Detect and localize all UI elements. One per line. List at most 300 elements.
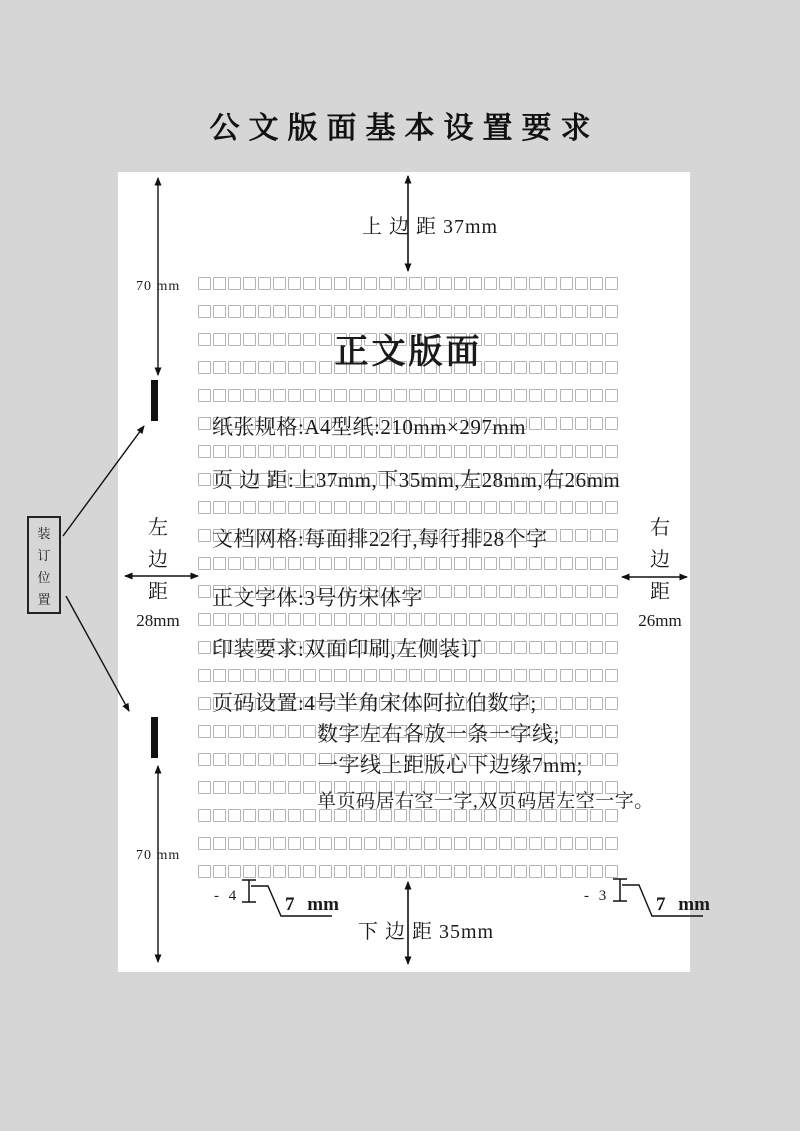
spec-line-7: 数字左右各放一条一字线;	[317, 722, 560, 746]
grid-row	[198, 389, 618, 403]
grid-cell	[529, 865, 542, 878]
grid-cell	[273, 557, 286, 570]
grid-cell	[560, 389, 573, 402]
grid-cell	[273, 865, 286, 878]
grid-cell	[590, 725, 603, 738]
page-number-odd: - 3	[584, 888, 607, 904]
grid-cell	[529, 389, 542, 402]
grid-cell	[514, 277, 527, 290]
grid-cell	[334, 837, 347, 850]
grid-cell	[349, 669, 362, 682]
grid-cell	[198, 445, 211, 458]
grid-cell	[258, 277, 271, 290]
grid-cell	[575, 669, 588, 682]
grid-cell	[288, 865, 301, 878]
grid-cell	[243, 277, 256, 290]
spec-line-2: 页 边 距:上37mm,下35mm,左28mm,右26mm	[212, 468, 621, 492]
grid-cell	[288, 389, 301, 402]
grid-cell	[258, 445, 271, 458]
right-margin-char: 右	[650, 517, 670, 539]
grid-cell	[334, 613, 347, 626]
grid-cell	[454, 557, 467, 570]
grid-cell	[590, 613, 603, 626]
grid-cell	[394, 669, 407, 682]
grid-cell	[409, 557, 422, 570]
grid-cell	[454, 277, 467, 290]
left-margin-label	[136, 512, 180, 632]
grid-cell	[228, 809, 241, 822]
grid-cell	[228, 445, 241, 458]
grid-cell	[575, 725, 588, 738]
grid-cell	[198, 725, 211, 738]
grid-cell	[349, 445, 362, 458]
grid-cell	[605, 753, 618, 766]
grid-cell	[198, 837, 211, 850]
grid-row	[198, 277, 618, 291]
grid-cell	[243, 781, 256, 794]
left-margin-char: 距	[148, 581, 168, 603]
grid-cell	[499, 557, 512, 570]
grid-cell	[469, 865, 482, 878]
grid-cell	[424, 837, 437, 850]
grid-cell	[258, 613, 271, 626]
grid-cell	[273, 305, 286, 318]
grid-cell	[575, 501, 588, 514]
grid-cell	[258, 305, 271, 318]
grid-cell	[288, 781, 301, 794]
grid-cell	[213, 865, 226, 878]
grid-cell	[288, 557, 301, 570]
grid-cell	[349, 865, 362, 878]
grid-cell	[334, 277, 347, 290]
grid-cell	[605, 277, 618, 290]
grid-cell	[273, 277, 286, 290]
grid-cell	[198, 697, 211, 710]
grid-cell	[439, 389, 452, 402]
grid-cell	[590, 557, 603, 570]
grid-cell	[590, 585, 603, 598]
grid-cell	[514, 305, 527, 318]
right-margin-value: 26mm	[638, 611, 682, 630]
grid-cell	[379, 865, 392, 878]
spec-line-1: 纸张规格:A4型纸:210mm×297mm	[212, 415, 527, 439]
grid-cell	[544, 501, 557, 514]
grid-cell	[243, 557, 256, 570]
grid-cell	[228, 781, 241, 794]
grid-cell	[409, 613, 422, 626]
grid-cell	[319, 501, 332, 514]
grid-cell	[243, 501, 256, 514]
right-margin-char: 距	[650, 581, 670, 603]
grid-cell	[529, 837, 542, 850]
grid-cell	[364, 557, 377, 570]
grid-cell	[514, 613, 527, 626]
grid-cell	[499, 641, 512, 654]
grid-cell	[560, 725, 573, 738]
grid-cell	[560, 305, 573, 318]
grid-cell	[544, 697, 557, 710]
grid-cell	[439, 865, 452, 878]
grid-cell	[439, 501, 452, 514]
grid-cell	[605, 305, 618, 318]
grid-cell	[529, 277, 542, 290]
grid-cell	[198, 529, 211, 542]
grid-cell	[454, 837, 467, 850]
spec-line-8: 一字线上距版心下边缘7mm;	[317, 753, 584, 777]
grid-cell	[228, 613, 241, 626]
grid-cell	[590, 837, 603, 850]
left-margin-char: 边	[148, 549, 168, 571]
spec-line-4: 正文字体:3号仿宋体字	[212, 586, 423, 610]
grid-cell	[303, 753, 316, 766]
grid-cell	[605, 725, 618, 738]
grid-cell	[514, 837, 527, 850]
grid-cell	[529, 669, 542, 682]
grid-cell	[394, 277, 407, 290]
grid-cell	[198, 809, 211, 822]
grid-cell	[469, 389, 482, 402]
grid-cell	[454, 305, 467, 318]
grid-cell	[288, 305, 301, 318]
grid-cell	[273, 781, 286, 794]
grid-cell	[499, 277, 512, 290]
grid-cell	[469, 557, 482, 570]
grid-cell	[469, 277, 482, 290]
grid-cell	[379, 613, 392, 626]
grid-cell	[213, 725, 226, 738]
grid-cell	[605, 445, 618, 458]
grid-cell	[198, 865, 211, 878]
grid-cell	[605, 613, 618, 626]
grid-cell	[364, 501, 377, 514]
grid-cell	[319, 277, 332, 290]
grid-cell	[575, 417, 588, 430]
grid-cell	[198, 585, 211, 598]
grid-cell	[424, 669, 437, 682]
grid-cell	[334, 305, 347, 318]
grid-cell	[454, 613, 467, 626]
grid-cell	[544, 585, 557, 598]
grid-cell	[258, 781, 271, 794]
grid-cell	[349, 501, 362, 514]
grid-cell	[590, 753, 603, 766]
grid-cell	[213, 837, 226, 850]
binding-box-char: 位	[37, 570, 51, 585]
grid-cell	[334, 557, 347, 570]
page-number-even: - 4	[214, 888, 237, 904]
grid-cell	[198, 753, 211, 766]
grid-cell	[258, 389, 271, 402]
grid-cell	[439, 277, 452, 290]
grid-cell	[499, 501, 512, 514]
grid-cell	[469, 613, 482, 626]
grid-cell	[544, 417, 557, 430]
grid-cell	[364, 865, 377, 878]
grid-cell	[273, 501, 286, 514]
grid-row	[198, 445, 618, 459]
grid-cell	[243, 753, 256, 766]
grid-cell	[514, 865, 527, 878]
grid-cell	[213, 753, 226, 766]
grid-cell	[334, 501, 347, 514]
grid-cell	[213, 557, 226, 570]
grid-cell	[499, 585, 512, 598]
spec-line-3: 文档网格:每面排22行,每行排28个字	[212, 527, 548, 551]
spec-line-5: 印装要求:双面印刷,左侧装订	[212, 637, 483, 661]
grid-cell	[213, 305, 226, 318]
grid-cell	[303, 277, 316, 290]
grid-cell	[349, 837, 362, 850]
grid-cell	[243, 669, 256, 682]
grid-row	[198, 865, 618, 879]
grid-cell	[514, 501, 527, 514]
binding-position-box	[27, 516, 61, 614]
spec-line-6: 页码设置:4号半角宋体阿拉伯数字;	[212, 691, 537, 715]
grid-cell	[424, 305, 437, 318]
grid-cell	[243, 837, 256, 850]
grid-cell	[213, 445, 226, 458]
grid-cell	[319, 613, 332, 626]
grid-cell	[499, 445, 512, 458]
grid-cell	[560, 585, 573, 598]
grid-cell	[364, 445, 377, 458]
grid-cell	[590, 389, 603, 402]
grid-cell	[484, 585, 497, 598]
grid-cell	[439, 305, 452, 318]
grid-cell	[469, 445, 482, 458]
grid-cell	[394, 865, 407, 878]
grid-cell	[319, 669, 332, 682]
grid-cell	[605, 865, 618, 878]
grid-cell	[303, 725, 316, 738]
grid-cell	[544, 445, 557, 458]
grid-cell	[303, 445, 316, 458]
grid-cell	[529, 501, 542, 514]
grid-cell	[273, 613, 286, 626]
grid-cell	[605, 501, 618, 514]
page-title: 公文版面基本设置要求	[209, 112, 600, 145]
grid-cell	[605, 697, 618, 710]
grid-cell	[590, 529, 603, 542]
grid-cell	[560, 277, 573, 290]
grid-cell	[288, 277, 301, 290]
grid-cell	[590, 669, 603, 682]
grid-cell	[409, 305, 422, 318]
grid-cell	[379, 501, 392, 514]
grid-cell	[424, 613, 437, 626]
binding-box-char: 置	[37, 592, 51, 607]
grid-cell	[529, 557, 542, 570]
grid-cell	[228, 837, 241, 850]
grid-cell	[484, 445, 497, 458]
grid-cell	[288, 445, 301, 458]
grid-cell	[213, 781, 226, 794]
grid-cell	[198, 641, 211, 654]
grid-cell	[228, 501, 241, 514]
grid-cell	[379, 277, 392, 290]
grid-cell	[544, 277, 557, 290]
grid-cell	[560, 697, 573, 710]
grid-cell	[228, 305, 241, 318]
grid-cell	[469, 669, 482, 682]
grid-cell	[198, 557, 211, 570]
grid-cell	[499, 865, 512, 878]
grid-cell	[575, 641, 588, 654]
left-margin-char: 左	[148, 517, 168, 539]
grid-cell	[590, 445, 603, 458]
grid-cell	[575, 697, 588, 710]
grid-cell	[258, 753, 271, 766]
grid-cell	[364, 669, 377, 682]
grid-cell	[560, 837, 573, 850]
grid-cell	[409, 445, 422, 458]
grid-cell	[303, 809, 316, 822]
grid-cell	[288, 613, 301, 626]
grid-cell	[303, 837, 316, 850]
seven-mm-label-left: 7 mm	[285, 894, 339, 915]
grid-cell	[605, 669, 618, 682]
grid-cell	[544, 865, 557, 878]
grid-cell	[198, 305, 211, 318]
grid-cell	[258, 809, 271, 822]
grid-cell	[529, 585, 542, 598]
grid-cell	[334, 669, 347, 682]
grid-cell	[228, 277, 241, 290]
grid-cell	[424, 557, 437, 570]
grid-row	[198, 557, 618, 571]
grid-cell	[409, 501, 422, 514]
grid-cell	[273, 389, 286, 402]
seven-mm-label-right: 7 mm	[656, 894, 710, 915]
grid-cell	[243, 809, 256, 822]
grid-cell	[439, 557, 452, 570]
grid-cell	[560, 669, 573, 682]
grid-cell	[454, 501, 467, 514]
grid-cell	[454, 669, 467, 682]
grid-cell	[379, 837, 392, 850]
grid-cell	[379, 445, 392, 458]
grid-cell	[544, 389, 557, 402]
grid-cell	[484, 669, 497, 682]
grid-cell	[213, 669, 226, 682]
grid-cell	[303, 389, 316, 402]
grid-cell	[424, 585, 437, 598]
grid-cell	[605, 585, 618, 598]
grid-cell	[605, 557, 618, 570]
grid-cell	[319, 557, 332, 570]
grid-cell	[605, 417, 618, 430]
grid-cell	[590, 697, 603, 710]
binding-bottom-distance-label: 70 mm	[136, 848, 181, 863]
grid-cell	[273, 837, 286, 850]
binding-top-distance-label: 70 mm	[136, 279, 181, 294]
grid-cell	[379, 669, 392, 682]
grid-row	[198, 613, 618, 627]
grid-row	[198, 305, 618, 319]
grid-cell	[454, 445, 467, 458]
grid-cell	[349, 613, 362, 626]
grid-cell	[243, 445, 256, 458]
grid-cell	[213, 809, 226, 822]
grid-cell	[514, 557, 527, 570]
body-layout-heading: 正文版面	[334, 334, 483, 371]
grid-cell	[303, 557, 316, 570]
grid-cell	[409, 277, 422, 290]
grid-cell	[424, 277, 437, 290]
grid-cell	[484, 305, 497, 318]
grid-cell	[198, 613, 211, 626]
grid-cell	[198, 781, 211, 794]
grid-cell	[575, 305, 588, 318]
grid-cell	[243, 725, 256, 738]
grid-cell	[273, 753, 286, 766]
grid-cell	[273, 669, 286, 682]
grid-cell	[575, 277, 588, 290]
grid-cell	[349, 277, 362, 290]
grid-cell	[484, 837, 497, 850]
grid-cell	[273, 809, 286, 822]
grid-cell	[319, 445, 332, 458]
grid-cell	[514, 389, 527, 402]
left-margin-value: 28mm	[136, 611, 180, 630]
grid-cell	[424, 501, 437, 514]
grid-cell	[560, 613, 573, 626]
grid-cell	[364, 389, 377, 402]
grid-cell	[560, 417, 573, 430]
grid-cell	[590, 277, 603, 290]
grid-cell	[228, 865, 241, 878]
grid-cell	[394, 445, 407, 458]
grid-cell	[469, 837, 482, 850]
grid-cell	[409, 669, 422, 682]
grid-cell	[605, 837, 618, 850]
grid-cell	[303, 613, 316, 626]
grid-cell	[349, 389, 362, 402]
grid-cell	[514, 585, 527, 598]
grid-cell	[484, 641, 497, 654]
grid-cell	[439, 585, 452, 598]
grid-cell	[213, 501, 226, 514]
right-margin-label	[638, 512, 682, 632]
grid-cell	[273, 445, 286, 458]
grid-cell	[590, 641, 603, 654]
grid-cell	[198, 501, 211, 514]
grid-cell	[529, 417, 542, 430]
grid-cell	[484, 389, 497, 402]
grid-cell	[258, 725, 271, 738]
spec-line-9: 单页码居右空一字,双页码居左空一字。	[317, 791, 654, 812]
grid-cell	[424, 389, 437, 402]
grid-cell	[319, 305, 332, 318]
grid-cell	[319, 865, 332, 878]
grid-cell	[319, 837, 332, 850]
grid-cell	[575, 389, 588, 402]
grid-cell	[379, 389, 392, 402]
grid-cell	[424, 865, 437, 878]
grid-cell	[319, 389, 332, 402]
grid-cell	[484, 865, 497, 878]
grid-cell	[213, 277, 226, 290]
grid-cell	[454, 585, 467, 598]
grid-cell	[243, 389, 256, 402]
grid-cell	[439, 613, 452, 626]
grid-cell	[499, 389, 512, 402]
grid-row	[198, 669, 618, 683]
grid-cell	[439, 669, 452, 682]
grid-cell	[575, 585, 588, 598]
grid-cell	[529, 305, 542, 318]
grid-cell	[379, 557, 392, 570]
